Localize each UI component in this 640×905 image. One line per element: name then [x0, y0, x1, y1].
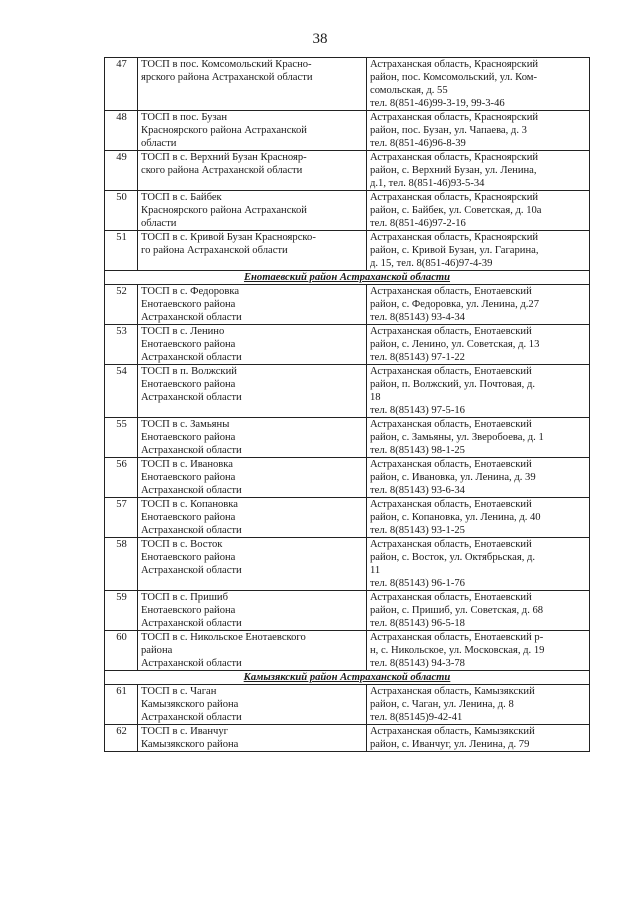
table-row: [105, 685, 590, 725]
row-number: 56: [105, 458, 138, 498]
office-address: Астраханская область, Енотаевский район, с. Копановка, ул. Ленина, д. 40 тел. 8(85143) 93-1-25: [367, 498, 590, 538]
row-number: 52: [105, 285, 138, 325]
table-row: [105, 365, 590, 418]
row-number: 47: [105, 58, 138, 111]
office-address: Астраханская область, Енотаевский район, с. Пришиб, ул. Советская, д. 68 тел. 8(85143) 96-5-18: [367, 591, 590, 631]
table-row: [105, 191, 590, 231]
office-name: ТОСП в с. Копановка Енотаевского района Астраханской области: [138, 498, 367, 538]
registry-table: [104, 57, 590, 752]
office-name: ТОСП в с. Кривой Бузан Красноярско- го района Астраханской области: [138, 231, 367, 271]
section-title: Енотаевский район Астраханской области: [105, 271, 590, 285]
table-row: [105, 58, 590, 111]
row-number: 60: [105, 631, 138, 671]
table-row: [105, 285, 590, 325]
office-name: ТОСП в с. Восток Енотаевского района Астраханской области: [138, 538, 367, 591]
row-number: 55: [105, 418, 138, 458]
office-name: ТОСП в пос. Комсомольский Красно- ярского района Астраханской области: [138, 58, 367, 111]
office-address: Астраханская область, Енотаевский район, п. Волжский, ул. Почтовая, д. 18 тел. 8(85143) 97-5-16: [367, 365, 590, 418]
table-row: [105, 725, 590, 752]
section-title: Камызякский район Астраханской области: [105, 671, 590, 685]
section-row: [105, 271, 590, 285]
office-address: Астраханская область, Енотаевский район, с. Ленино, ул. Советская, д. 13 тел. 8(85143) 97-1-22: [367, 325, 590, 365]
row-number: 61: [105, 685, 138, 725]
office-name: ТОСП в с. Пришиб Енотаевского района Астраханской области: [138, 591, 367, 631]
row-number: 53: [105, 325, 138, 365]
row-number: 50: [105, 191, 138, 231]
row-number: 51: [105, 231, 138, 271]
row-number: 57: [105, 498, 138, 538]
office-name: ТОСП в с. Замьяны Енотаевского района Астраханской области: [138, 418, 367, 458]
table-row: [105, 458, 590, 498]
office-address: Астраханская область, Енотаевский район, с. Ивановка, ул. Ленина, д. 39 тел. 8(85143) 93-6-34: [367, 458, 590, 498]
office-name: ТОСП в пос. Бузан Красноярского района Астраханской области: [138, 111, 367, 151]
page-number: 38: [312, 31, 328, 47]
row-number: 58: [105, 538, 138, 591]
office-address: Астраханская область, Камызякский район, с. Чаган, ул. Ленина, д. 8 тел. 8(85145)9-42-41: [367, 685, 590, 725]
table-row: [105, 418, 590, 458]
row-number: 59: [105, 591, 138, 631]
office-name: ТОСП в с. Верхний Бузан Краснояр- ского района Астраханской области: [138, 151, 367, 191]
office-name: ТОСП в п. Волжский Енотаевского района Астраханской области: [138, 365, 367, 418]
office-address: Астраханская область, Красноярский район, с. Кривой Бузан, ул. Гагарина, д. 15, тел. 8(851-46)97-4-39: [367, 231, 590, 271]
office-address: Астраханская область, Камызякский район, с. Иванчуг, ул. Ленина, д. 79: [367, 725, 590, 752]
row-number: 48: [105, 111, 138, 151]
office-name: ТОСП в с. Иванчуг Камызякского района: [138, 725, 367, 752]
office-name: ТОСП в с. Чаган Камызякского района Астраханской области: [138, 685, 367, 725]
row-number: 54: [105, 365, 138, 418]
table-row: [105, 591, 590, 631]
table-row: [105, 538, 590, 591]
office-name: ТОСП в с. Федоровка Енотаевского района Астраханской области: [138, 285, 367, 325]
office-address: Астраханская область, Красноярский район, с. Байбек, ул. Советская, д. 10а тел. 8(851-46)97-2-16: [367, 191, 590, 231]
office-name: ТОСП в с. Никольское Енотаевского района Астраханской области: [138, 631, 367, 671]
office-name: ТОСП в с. Ленино Енотаевского района Астраханской области: [138, 325, 367, 365]
office-address: Астраханская область, Енотаевский р- н, с. Никольское, ул. Московская, д. 19 тел. 8(85143) 94-3-78: [367, 631, 590, 671]
table-row: [105, 498, 590, 538]
office-name: ТОСП в с. Байбек Красноярского района Астраханской области: [138, 191, 367, 231]
row-number: 49: [105, 151, 138, 191]
table-row: [105, 325, 590, 365]
office-address: Астраханская область, Енотаевский район, с. Восток, ул. Октябрьская, д. 11 тел. 8(85143) 96-1-76: [367, 538, 590, 591]
office-address: Астраханская область, Красноярский район, с. Верхний Бузан, ул. Ленина, д.1, тел. 8(851-46)93-5-34: [367, 151, 590, 191]
office-address: Астраханская область, Енотаевский район, с. Федоровка, ул. Ленина, д.27 тел. 8(85143) 93-4-34: [367, 285, 590, 325]
table-row: [105, 111, 590, 151]
office-address: Астраханская область, Енотаевский район, с. Замьяны, ул. Зверобоева, д. 1 тел. 8(85143) 98-1-25: [367, 418, 590, 458]
row-number: 62: [105, 725, 138, 752]
office-name: ТОСП в с. Ивановка Енотаевского района Астраханской области: [138, 458, 367, 498]
office-address: Астраханская область, Красноярский район, пос. Комсомольский, ул. Ком- сомольская, д. 55 тел. 8(851-46)99-3-19, 99-3-46: [367, 58, 590, 111]
office-address: Астраханская область, Красноярский район, пос. Бузан, ул. Чапаева, д. 3 тел. 8(851-46)96-8-39: [367, 111, 590, 151]
table-row: [105, 151, 590, 191]
section-row: [105, 671, 590, 685]
table-row: [105, 231, 590, 271]
registry-table-body: [105, 58, 590, 752]
table-row: [105, 631, 590, 671]
